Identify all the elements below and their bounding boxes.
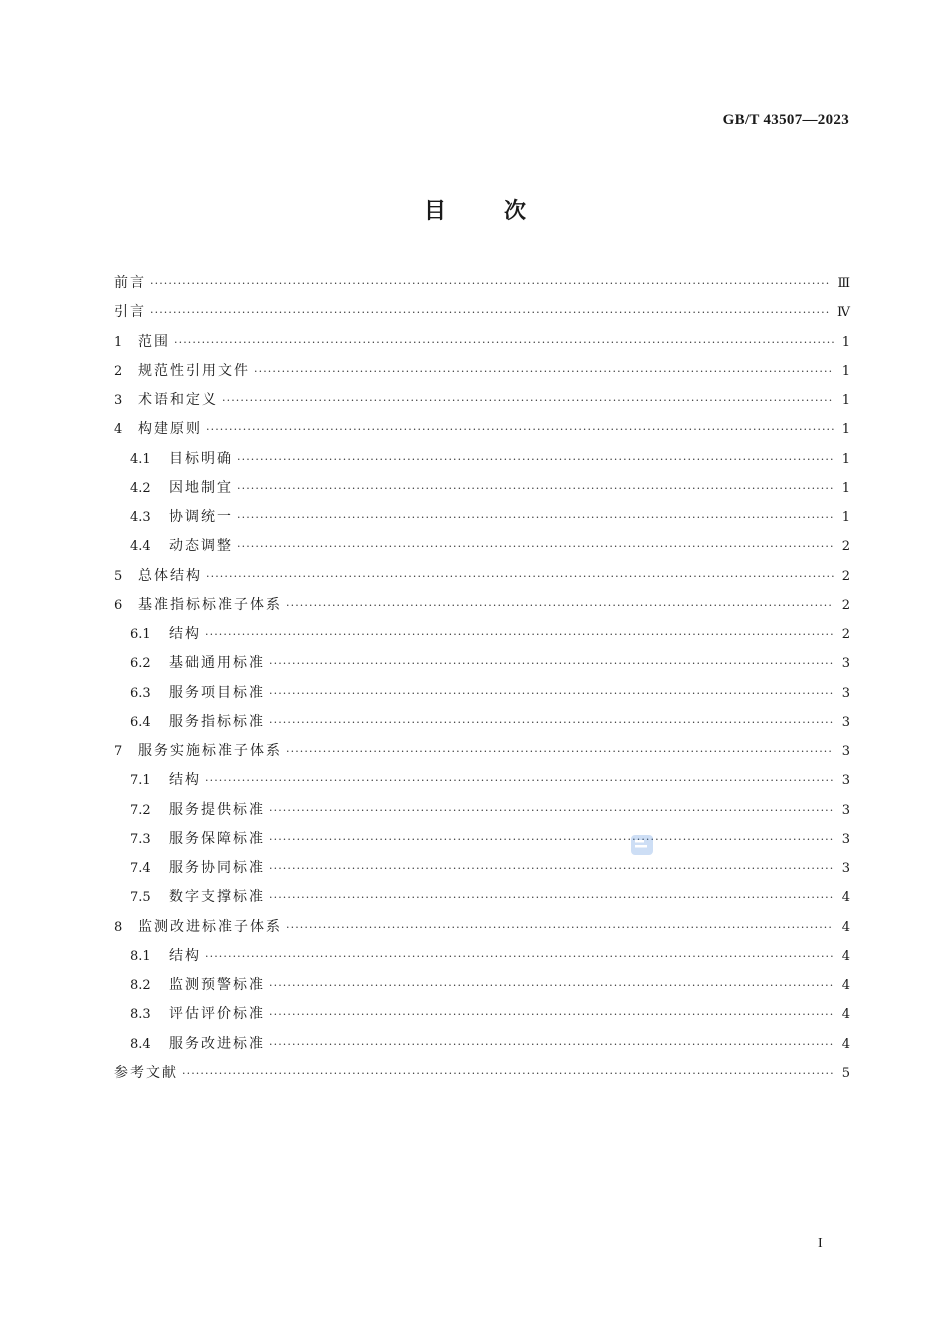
toc-entry-number: 4.4 [130, 539, 151, 555]
toc-entry-page: 4 [841, 1036, 850, 1052]
toc-entry-number: 7.1 [130, 773, 151, 789]
toc-dot-leader [182, 1059, 834, 1088]
toc-dot-leader [269, 883, 834, 912]
toc-entry[interactable] [114, 708, 850, 737]
toc-entry-page: 4 [841, 919, 850, 935]
toc-entry-page: 2 [841, 597, 850, 613]
toc-entry-number: 4 [114, 422, 123, 438]
toc-entry-page: 3 [841, 773, 850, 789]
toc-entry[interactable] [114, 1000, 850, 1029]
toc-entry-label: 动态调整 [169, 538, 233, 555]
toc-entry-number: 4.2 [130, 480, 151, 496]
toc-entry-number: 7.2 [130, 802, 151, 818]
toc-entry-label: 参考文献 [114, 1064, 178, 1081]
toc-entry[interactable] [114, 1030, 850, 1059]
toc-entry-number: 5 [114, 568, 123, 584]
toc-entry-page: 4 [841, 890, 850, 906]
toc-dot-leader [269, 649, 834, 678]
toc-entry-number: 6.2 [130, 656, 151, 672]
toc-entry-page: 3 [841, 744, 850, 759]
toc-dot-leader [269, 679, 834, 708]
toc-entry-number: 8.3 [130, 1007, 151, 1023]
toc-entry-label: 协调统一 [169, 509, 233, 525]
toc-entry-label: 规范性引用文件 [138, 362, 250, 379]
toc-entry-label: 结构 [169, 626, 201, 642]
toc-entry-label: 服务指标标准 [169, 713, 265, 730]
toc-dot-leader [269, 1030, 834, 1059]
toc-entry-label: 术语和定义 [138, 392, 218, 408]
standard-number: GB/T 43507—2023 [722, 112, 849, 128]
toc-entry[interactable] [114, 591, 850, 620]
toc-entry[interactable] [114, 825, 850, 854]
toc-entry-number: 8.4 [130, 1036, 151, 1052]
toc-dot-leader [286, 913, 834, 942]
toc-entry-page: 3 [841, 831, 850, 847]
toc-dot-leader [269, 708, 834, 737]
toc-dot-leader [205, 620, 834, 649]
toc-entry-number: 1 [114, 334, 123, 350]
toc-entry-label: 服务保障标准 [169, 830, 265, 847]
toc-dot-leader [237, 474, 834, 503]
toc-entry[interactable] [114, 854, 850, 883]
toc-entry[interactable] [114, 562, 850, 591]
toc-entry-label: 引言 [114, 304, 146, 321]
toc-entry[interactable] [114, 328, 850, 357]
toc-entry-label: 结构 [169, 772, 201, 789]
toc-dot-leader [150, 298, 831, 327]
toc-entry-page: 3 [841, 714, 850, 730]
toc-dot-leader [269, 971, 834, 1000]
toc-dot-leader [269, 1000, 834, 1029]
toc-entry[interactable] [114, 445, 850, 474]
toc-entry-label: 服务协同标准 [169, 860, 265, 876]
toc-entry-label: 服务实施标准子体系 [138, 743, 282, 759]
toc-entry[interactable] [114, 298, 850, 327]
toc-entry-number: 6.3 [130, 685, 151, 701]
toc-entry-page: Ⅲ [837, 276, 850, 291]
toc-entry[interactable] [114, 415, 850, 444]
toc-dot-leader [237, 532, 834, 561]
toc-entry-page: 4 [841, 1007, 850, 1023]
toc-entry-page: 1 [841, 510, 850, 525]
toc-entry[interactable] [114, 971, 850, 1000]
toc-entry-number: 6.4 [130, 714, 151, 730]
toc-entry-page: 3 [841, 802, 850, 818]
toc-entry[interactable] [114, 474, 850, 503]
toc-entry-number: 6 [114, 597, 123, 613]
toc-entry-page: 3 [841, 685, 850, 701]
toc-entry-number: 4.1 [130, 451, 151, 467]
toc-entry-number: 7.5 [130, 890, 151, 906]
toc-entry-page: 1 [841, 422, 850, 438]
toc-entry[interactable] [114, 620, 850, 649]
toc-entry-label: 结构 [169, 947, 201, 964]
toc-dot-leader [269, 825, 834, 854]
toc-dot-leader [269, 854, 834, 883]
toc-entry-page: 3 [841, 656, 850, 672]
toc-entry-page: 2 [841, 539, 850, 555]
toc-entry[interactable] [114, 532, 850, 561]
toc-entry-label: 目标明确 [169, 450, 233, 467]
toc-entry-label: 基础通用标准 [169, 655, 265, 672]
toc-entry-page: 4 [841, 948, 850, 964]
toc-dot-leader [205, 942, 834, 971]
toc-entry-number: 7.3 [130, 831, 151, 847]
toc-dot-leader [206, 415, 834, 444]
toc-dot-leader [222, 386, 834, 415]
toc-entry-label: 服务改进标准 [169, 1035, 265, 1052]
toc-entry-page: 4 [841, 978, 850, 993]
toc-entry-number: 8.2 [130, 978, 151, 993]
toc-entry-number: 3 [114, 393, 123, 408]
toc-entry[interactable] [114, 1059, 850, 1088]
toc-entry-label: 总体结构 [138, 567, 202, 584]
toc-entry[interactable] [114, 796, 850, 825]
watermark-logo-icon [629, 832, 655, 858]
toc-entry-page: 1 [841, 393, 850, 408]
toc-entry[interactable] [114, 269, 850, 298]
toc-entry-number: 2 [114, 363, 123, 379]
toc-entry-label: 监测改进标准子体系 [138, 918, 282, 935]
toc-entry-label: 数字支撑标准 [169, 889, 265, 906]
toc-dot-leader [205, 766, 834, 795]
toc-entry-label: 构建原则 [138, 421, 202, 438]
toc-entry-label: 评估评价标准 [169, 1006, 265, 1023]
toc-entry[interactable] [114, 913, 850, 942]
toc-entry-page: 1 [841, 363, 850, 379]
toc-dot-leader [286, 737, 834, 766]
toc-dot-leader [150, 269, 831, 298]
toc-entry[interactable] [114, 679, 850, 708]
toc-entry-number: 7.4 [130, 861, 151, 876]
toc-entry[interactable] [114, 386, 850, 415]
toc-dot-leader [269, 796, 834, 825]
toc-entry-number: 8 [114, 919, 123, 935]
toc-entry-page: 1 [841, 334, 850, 350]
toc-entry-page: 1 [841, 451, 850, 467]
toc-dot-leader [206, 562, 834, 591]
toc-entry[interactable] [114, 766, 850, 795]
toc-entry-page: Ⅳ [837, 305, 850, 321]
toc-entry[interactable] [114, 649, 850, 678]
toc-entry-page: 5 [841, 1065, 850, 1081]
toc-dot-leader [237, 445, 834, 474]
toc-entry-label: 服务提供标准 [169, 801, 265, 818]
toc-entry-label: 范围 [138, 333, 170, 350]
toc-entry[interactable] [114, 883, 850, 912]
toc-dot-leader [286, 591, 834, 620]
toc-dot-leader [254, 357, 834, 386]
toc-dot-leader [174, 328, 834, 357]
toc-entry-number: 6.1 [130, 627, 151, 642]
toc-entry-label: 服务项目标准 [169, 684, 265, 701]
toc-entry-number: 8.1 [130, 948, 151, 964]
page-title: 目次 [423, 199, 584, 224]
toc-entry-page: 2 [841, 627, 850, 642]
toc-entry[interactable] [114, 942, 850, 971]
table-of-contents [114, 269, 850, 1088]
toc-entry-number: 7 [114, 744, 123, 759]
toc-entry[interactable] [114, 357, 850, 386]
toc-entry-page: 3 [841, 861, 850, 876]
page-number: I [818, 1236, 823, 1251]
toc-dot-leader [237, 503, 834, 532]
toc-entry-label: 监测预警标准 [169, 977, 265, 993]
toc-entry-label: 基准指标标准子体系 [138, 596, 282, 613]
toc-entry-page: 1 [841, 480, 850, 496]
toc-entry[interactable] [114, 737, 850, 766]
toc-entry-label: 前言 [114, 275, 146, 291]
toc-entry-page: 2 [841, 568, 850, 584]
toc-entry-label: 因地制宜 [169, 479, 233, 496]
toc-entry[interactable] [114, 503, 850, 532]
toc-entry-number: 4.3 [130, 510, 151, 525]
